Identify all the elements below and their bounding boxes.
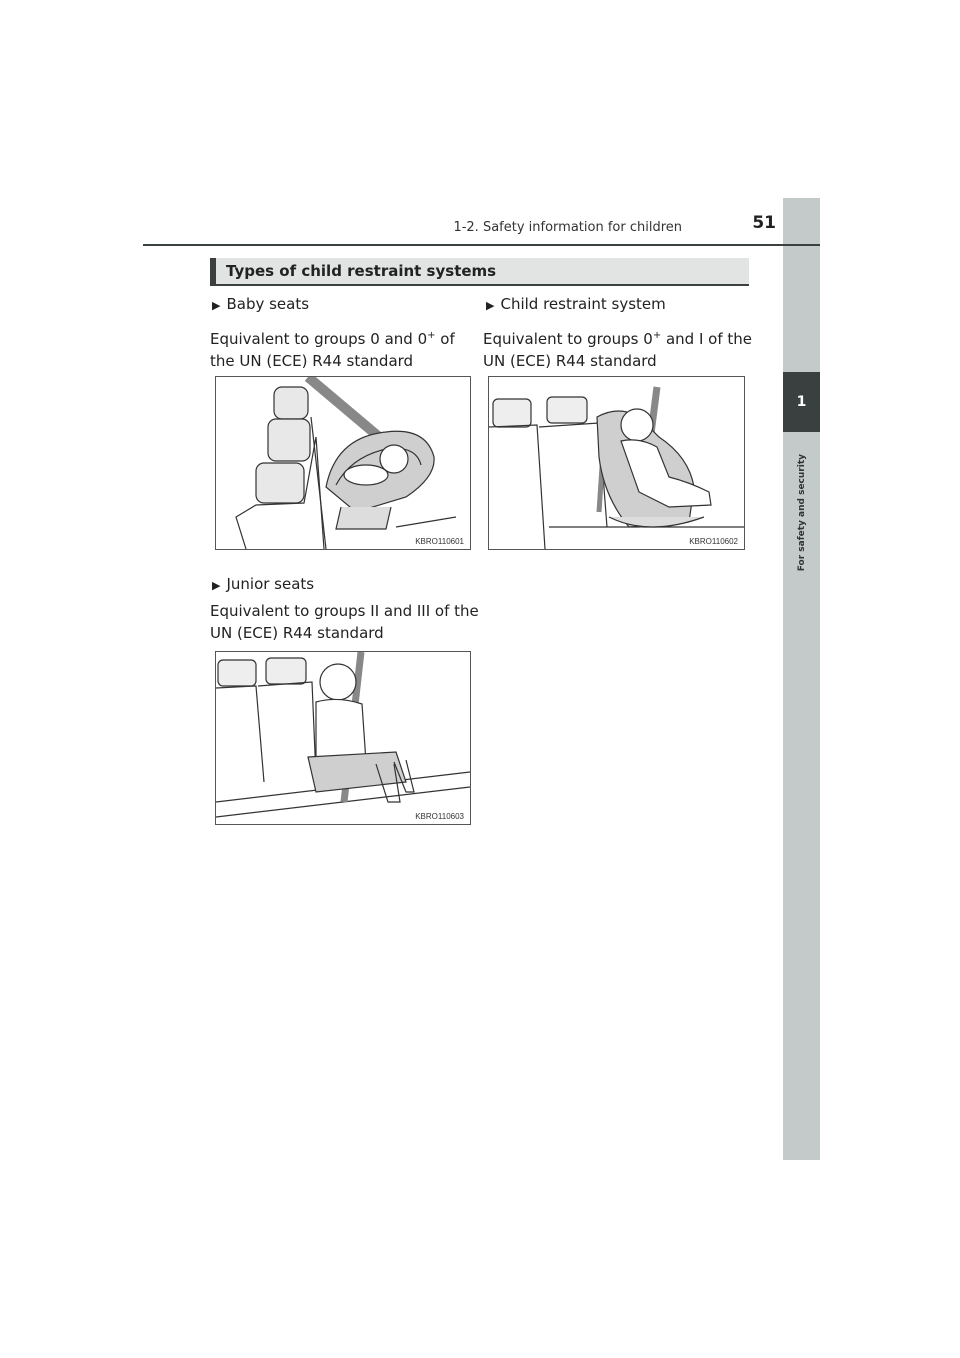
figure-code: KBRO110603 — [415, 812, 464, 821]
triangle-right-icon: ▶ — [212, 579, 221, 592]
header-rule — [143, 244, 820, 246]
figure-child-restraint-system — [488, 376, 745, 550]
item-desc-junior-seats: Equivalent to groups II and III of the UN (ECE) R44 standard — [210, 602, 479, 642]
triangle-right-icon: ▶ — [486, 299, 495, 312]
chapter-number: 1 — [796, 394, 807, 410]
figure-code: KBRO110602 — [689, 537, 738, 546]
figure-code: KBRO110601 — [415, 537, 464, 546]
child-seat-illustration — [489, 377, 744, 549]
section-heading — [210, 258, 749, 286]
junior-seat-illustration — [216, 652, 470, 824]
item-desc-child-restraint-system: Equivalent to groups 0+ and I of the UN (ECE) R44 standard — [483, 330, 752, 370]
item-title-junior-seats: ▶ Junior seats — [212, 575, 315, 593]
heading-accent-bar — [210, 258, 216, 284]
triangle-right-icon: ▶ — [212, 299, 221, 312]
item-title-baby-seats: ▶ Baby seats — [212, 295, 310, 313]
chapter-tab[interactable] — [783, 372, 820, 432]
item-desc-baby-seats: Equivalent to groups 0 and 0+ of the UN (ECE) R44 standard — [210, 330, 455, 370]
side-tab-bar — [783, 198, 820, 1160]
item-title-child-restraint-system: ▶ Child restraint system — [486, 295, 666, 313]
running-header: 1-2. Safety information for children — [453, 220, 682, 235]
figure-baby-seat — [215, 376, 471, 550]
page-number: 51 — [752, 213, 776, 233]
chapter-title: For safety and security — [796, 454, 807, 572]
baby-seat-illustration — [216, 377, 470, 549]
chapter-title-tab[interactable] — [783, 438, 820, 588]
section-heading-text: Types of child restraint systems — [226, 262, 497, 280]
figure-junior-seat — [215, 651, 471, 825]
